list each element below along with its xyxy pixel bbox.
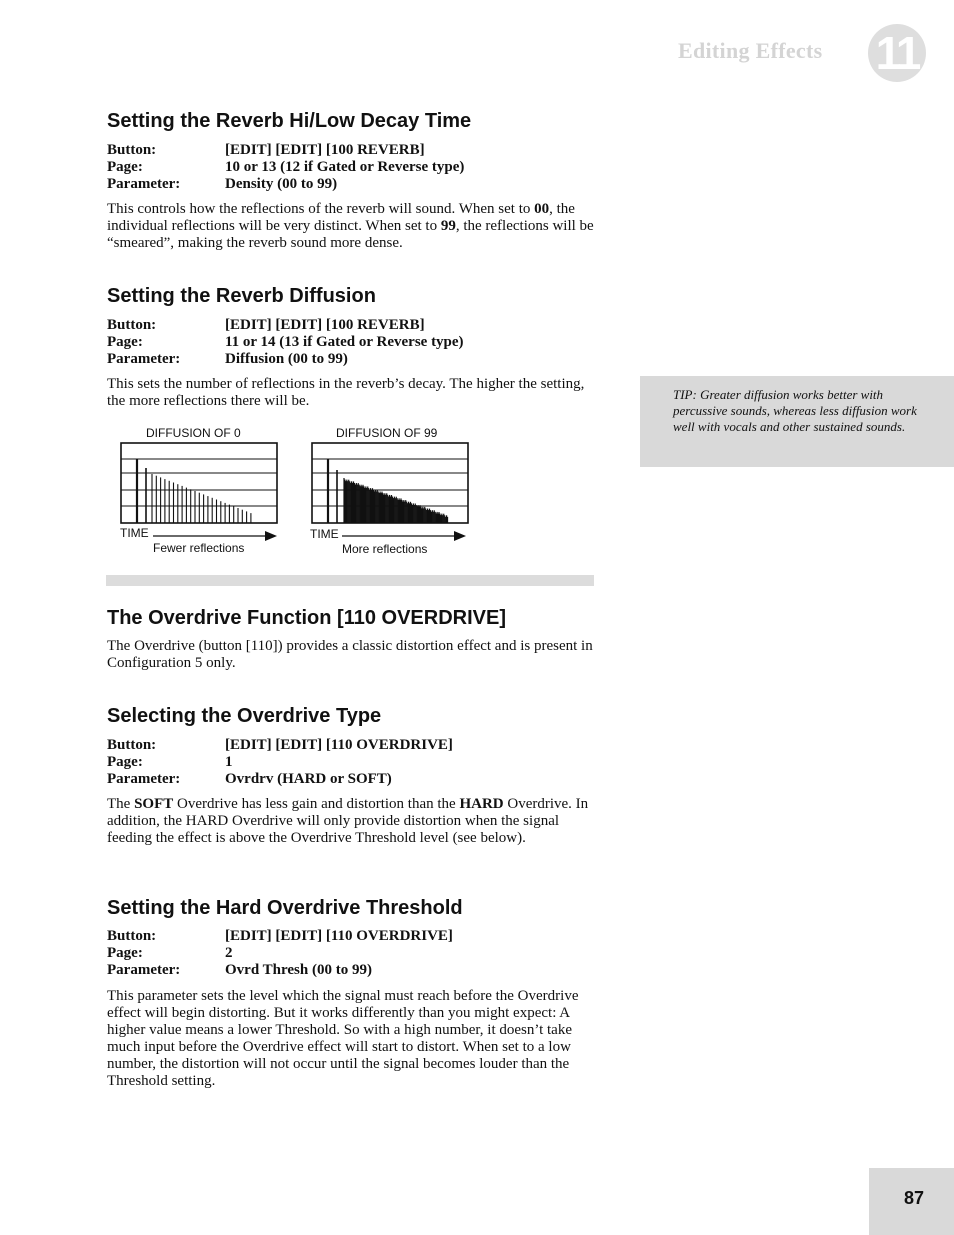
figure-left-axis-label: TIME: [120, 526, 149, 540]
reflections-right: [312, 443, 468, 523]
param-table-diffusion: [107, 317, 464, 368]
section-heading-decay: Setting the Reverb Hi/Low Decay Time: [107, 110, 472, 132]
param-value: 2: [225, 945, 233, 961]
param-value: Ovrdrv (HARD or SOFT): [225, 771, 392, 787]
param-key: Page:: [107, 159, 143, 175]
page-number-box: [869, 1168, 954, 1235]
param-value: Ovrd Thresh (00 to 99): [225, 962, 372, 978]
paragraph-threshold: This parameter sets the level which the signal must reach before the Overdrive effect will begin distorting. But it works differently than you might expect: A higher value means a lower Threshold. So with a high number, it doesn’t take much input before the Overdrive effect will start to distort. When set to a low number, the distortion will not occur until the signal becomes louder than the Threshold setting.: [107, 988, 579, 1089]
param-key: Parameter:: [107, 962, 181, 978]
section-heading-diffusion: Setting the Reverb Diffusion: [107, 285, 376, 307]
param-value: Density (00 to 99): [225, 176, 338, 192]
diffusion-0-graph: [120, 442, 280, 532]
chapter-title: Editing Effects: [678, 38, 823, 63]
paragraph-diffusion: This sets the number of reflections in the reverb’s decay. The higher the setting, the more reflections there will be.: [107, 376, 585, 409]
param-table-decay: [107, 142, 464, 193]
param-value: [EDIT] [EDIT] [110 OVERDRIVE]: [225, 737, 453, 753]
section-heading-overdrive: The Overdrive Function [110 OVERDRIVE]: [107, 607, 506, 629]
param-table-overdrive-type: [107, 737, 453, 788]
reflections-left: [121, 443, 277, 523]
param-key: Button:: [107, 737, 157, 753]
param-key: Page:: [107, 945, 143, 961]
paragraph-density: This controls how the reflections of the reverb will sound. When set to 00, the individual reflections will be very distinct. When set to 99, the reflections will be “smeared”, making the reverb sound more dense.: [107, 201, 594, 251]
figure-left-title: DIFFUSION OF 0: [146, 426, 241, 440]
param-value: 11 or 14 (13 if Gated or Reverse type): [225, 334, 464, 350]
param-key: Button:: [107, 317, 157, 333]
time-arrow-right: [342, 530, 472, 542]
figure-left-caption: Fewer reflections: [153, 541, 245, 555]
tip-text: TIP: Greater diffusion works better with percussive sounds, whereas less diffusion work well with vocals and other sustained sounds.: [673, 387, 917, 434]
param-table-threshold: [107, 928, 453, 979]
figure-right-title: DIFFUSION OF 99: [336, 426, 438, 440]
chapter-number-badge: 11: [868, 24, 926, 82]
section-heading-overdrive-type: Selecting the Overdrive Type: [107, 705, 382, 727]
paragraph-overdrive: The Overdrive (button [110]) provides a classic distortion effect and is present in Configuration 5 only.: [107, 638, 593, 671]
param-value: 1: [225, 754, 233, 770]
paragraph-overdrive-type: The SOFT Overdrive has less gain and distortion than the HARD Overdrive. In addition, the HARD Overdrive will only provide distortion when the signal feeding the effect is above the Overdrive Threshold level (see below).: [107, 796, 589, 846]
param-value: [EDIT] [EDIT] [110 OVERDRIVE]: [225, 928, 453, 944]
page-number: 87: [903, 1188, 925, 1208]
param-key: Button:: [107, 142, 157, 158]
param-value: 10 or 13 (12 if Gated or Reverse type): [225, 159, 465, 175]
diffusion-99-graph: [311, 442, 471, 532]
param-key: Button:: [107, 928, 157, 944]
param-key: Parameter:: [107, 351, 181, 367]
param-value: [EDIT] [EDIT] [100 REVERB]: [225, 317, 425, 333]
param-key: Parameter:: [107, 771, 181, 787]
figure-right-caption: More reflections: [342, 542, 428, 556]
param-key: Parameter:: [107, 176, 181, 192]
figure-right-axis-label: TIME: [310, 527, 339, 541]
section-divider: [106, 575, 594, 586]
param-key: Page:: [107, 334, 143, 350]
section-heading-threshold: Setting the Hard Overdrive Threshold: [107, 897, 463, 919]
tip-box: [640, 376, 954, 467]
param-value: [EDIT] [EDIT] [100 REVERB]: [225, 142, 425, 158]
param-value: Diffusion (00 to 99): [225, 351, 348, 367]
param-key: Page:: [107, 754, 143, 770]
